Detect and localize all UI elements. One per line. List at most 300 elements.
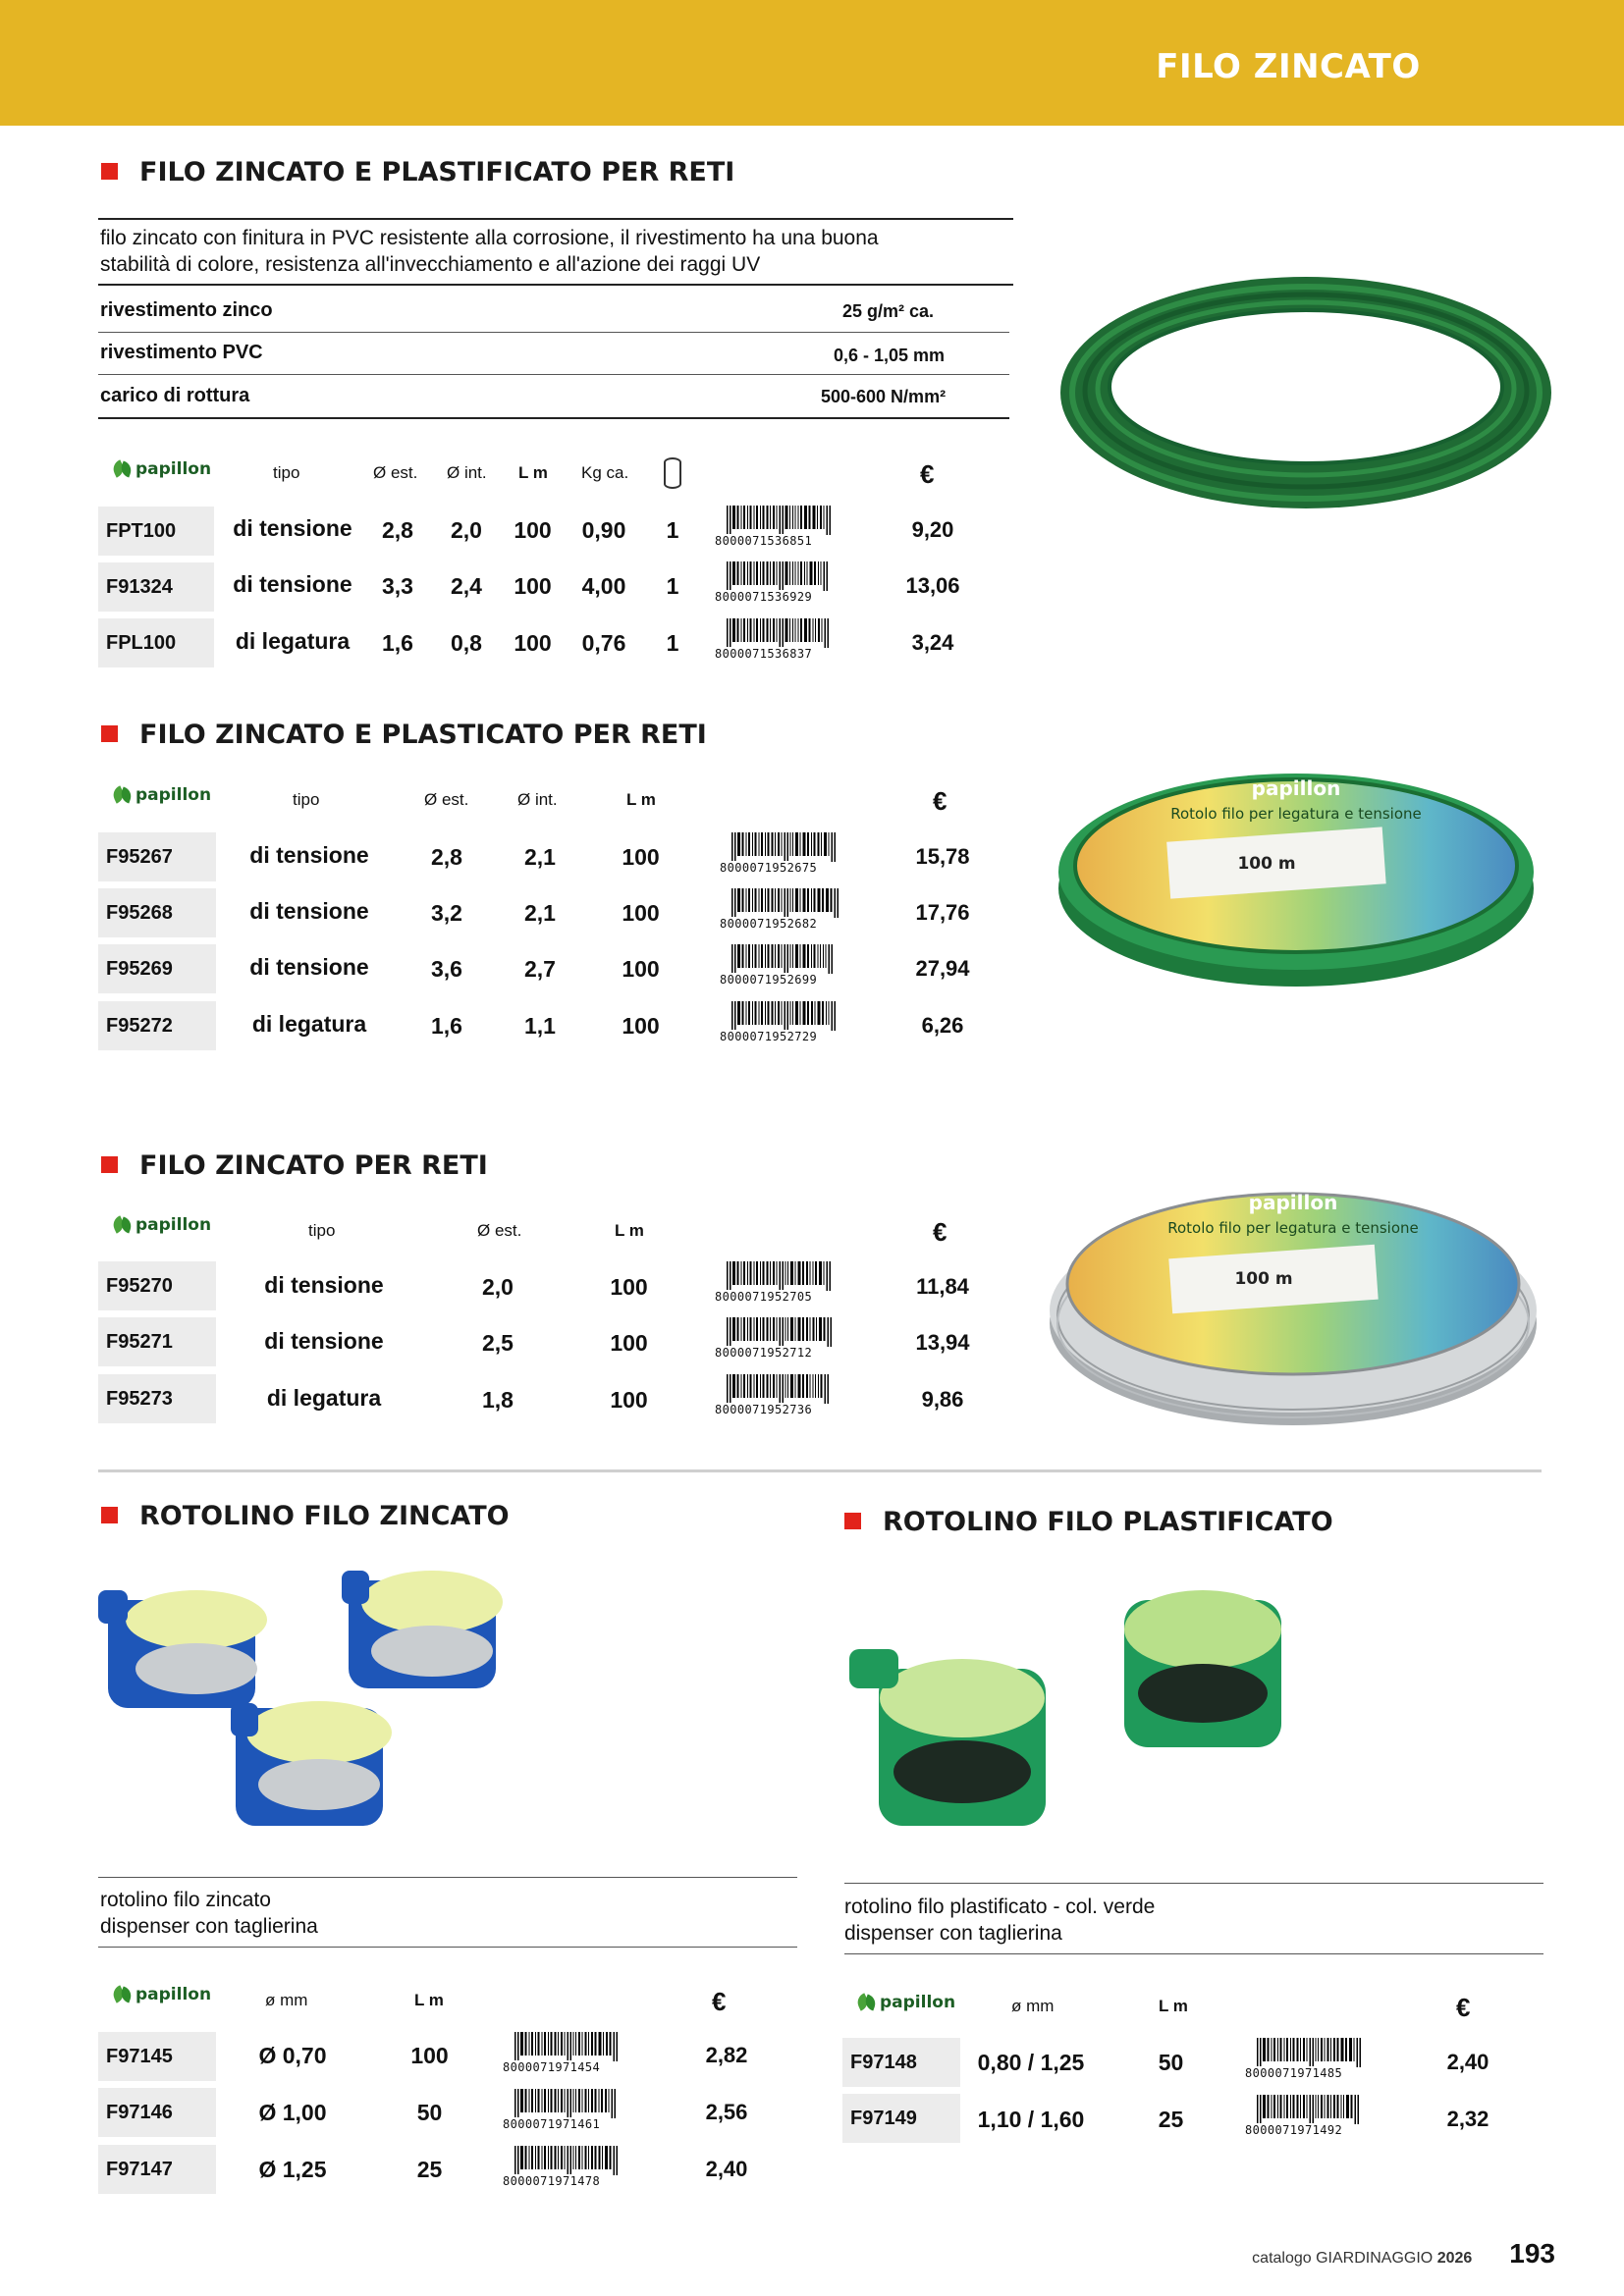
barcode-bar (1257, 2038, 1259, 2067)
barcode-bar (795, 944, 798, 968)
spec-label: carico di rottura (100, 385, 250, 406)
cell-tipo: di tensione (249, 898, 369, 924)
barcode-bar (827, 561, 829, 591)
barcode-bar (750, 1317, 752, 1341)
barcode-bar (792, 888, 793, 912)
barcode-bar (826, 1001, 827, 1025)
spec-value: 500-600 N/mm² (821, 387, 947, 406)
divider (98, 1947, 797, 1948)
barcode-bar (777, 561, 778, 585)
barcode-bars (720, 888, 857, 918)
red-square-icon (101, 163, 118, 180)
barcode-bar (835, 832, 837, 862)
barcode-bar (578, 2146, 580, 2169)
barcode-bar (754, 1261, 755, 1285)
barcode-bar (1286, 2095, 1288, 2118)
barcode-bar (1286, 2038, 1288, 2061)
barcode-bar (737, 506, 739, 529)
barcode-bar (1345, 2038, 1347, 2061)
barcode-bar (602, 2146, 603, 2169)
ean-number: 8000071536837 (715, 647, 813, 661)
barcode-bar (828, 618, 830, 648)
product-code: F95268 (98, 888, 216, 937)
barcode-bar (778, 1001, 780, 1025)
barcode-bar (743, 561, 745, 585)
brand-logo (113, 1985, 211, 2004)
barcode-bar (756, 506, 758, 529)
ean-number: 8000071971485 (1245, 2066, 1343, 2080)
barcode-bar (525, 2032, 527, 2056)
barcode-bar (591, 2089, 593, 2112)
barcode-bar (756, 1261, 758, 1285)
barcode-bar (737, 888, 740, 912)
barcode (503, 2146, 640, 2188)
description-line: dispenser con taglierina (100, 1915, 318, 1938)
cell-tipo: di tensione (264, 1328, 384, 1354)
product-code: F95271 (98, 1317, 216, 1366)
cell-tipo: di legatura (235, 628, 351, 654)
product-code: F95267 (98, 832, 216, 881)
barcode (720, 888, 857, 931)
barcode-bar (734, 944, 736, 974)
barcode-bar (800, 506, 802, 529)
cell-length: 25 (416, 2157, 443, 2182)
col-header-length: L m (615, 1221, 644, 1240)
barcode-bar (585, 2146, 587, 2169)
barcode-bar (761, 832, 763, 856)
section-title-text: FILO ZINCATO E PLASTICATO PER RETI (139, 720, 707, 750)
cell-diameter: Ø 0,70 (258, 2043, 327, 2068)
price: 13,94 (915, 1330, 970, 1355)
barcode-bar (582, 2146, 583, 2169)
barcode-bar (742, 888, 744, 912)
cell-length: 50 (1158, 2050, 1184, 2075)
barcode-bar (785, 888, 786, 918)
barcode-bar (765, 1001, 766, 1025)
barcode-bar (777, 506, 778, 529)
barcode-bar (778, 944, 780, 968)
barcode-bar (811, 1001, 813, 1025)
barcode-bar (821, 832, 822, 856)
barcode-bar (1297, 2038, 1299, 2061)
barcode-bar (1316, 2038, 1317, 2061)
barcode-bar (775, 888, 776, 912)
barcode-bar (1330, 2095, 1331, 2118)
barcode-bar (747, 506, 748, 529)
barcode-bar (817, 506, 818, 529)
barcode-bar (731, 1001, 733, 1031)
barcode-bar (780, 618, 782, 648)
barcode-bar (1333, 2095, 1335, 2118)
divider (98, 417, 1009, 419)
col-header-diam-est: Ø est. (373, 463, 418, 482)
barcode-bar (1273, 2095, 1275, 2118)
barcode-bar (763, 561, 765, 585)
barcode-bar (585, 2032, 587, 2056)
price: 2,40 (705, 2157, 748, 2181)
barcode-bar (832, 832, 834, 862)
barcode-bar (730, 1374, 731, 1404)
barcode-bar (825, 1374, 827, 1404)
barcode-bar (809, 618, 811, 642)
brand-name: papillon (135, 1985, 212, 2004)
product-code: F95270 (98, 1261, 216, 1310)
barcode-bar (782, 888, 783, 912)
barcode-bar (785, 1261, 786, 1285)
ean-number: 8000071536851 (715, 534, 813, 548)
divider (98, 218, 1013, 220)
ean-number: 8000071952736 (715, 1403, 813, 1416)
barcode-bar (544, 2146, 546, 2169)
divider (98, 332, 1009, 333)
barcode-bar (750, 1261, 752, 1285)
barcode-bar (732, 1374, 735, 1398)
section-title (101, 1501, 510, 1531)
barcode-bar (760, 506, 761, 529)
barcode-bar (756, 1317, 758, 1341)
barcode-bar (615, 2089, 617, 2118)
barcode-bar (824, 561, 826, 591)
barcode-bar (734, 832, 736, 862)
label-description: Rotolo filo per legatura e tensione (1170, 805, 1422, 823)
cell-length: 50 (416, 2100, 443, 2125)
barcode-bar (824, 832, 827, 856)
barcode-bar (813, 1261, 814, 1285)
barcode (720, 944, 857, 987)
red-square-icon (844, 1513, 861, 1529)
leaf-icon (113, 459, 133, 479)
barcode-bar (617, 2032, 619, 2061)
barcode-bar (752, 888, 753, 912)
cell-weight: 0,90 (581, 517, 626, 543)
barcode-bar (599, 2032, 602, 2056)
cell-length: 100 (514, 630, 552, 656)
barcode-bar (747, 1261, 748, 1285)
barcode-bar (741, 506, 742, 529)
barcode-bar (803, 1001, 806, 1025)
barcode-bar (795, 1317, 796, 1341)
ean-number: 8000071952705 (715, 1290, 813, 1304)
barcode-bar (1321, 2038, 1323, 2061)
barcode-bar (591, 2146, 593, 2169)
cell-length: 100 (514, 573, 552, 599)
barcode-bar (800, 888, 801, 912)
barcode-bar (542, 2032, 543, 2056)
barcode-bars (1245, 2095, 1382, 2124)
ean-number: 8000071971461 (503, 2117, 601, 2131)
barcode-bar (1284, 2095, 1285, 2118)
barcode-bar (570, 2146, 572, 2175)
barcode-bar (730, 1317, 731, 1347)
leaf-icon (113, 1215, 133, 1235)
price: 2,82 (705, 2043, 748, 2067)
barcode-bar (1318, 2095, 1319, 2118)
barcode-bar (780, 561, 782, 591)
barcode (715, 506, 852, 548)
barcode-bar (1325, 2038, 1326, 2061)
barcode-bar (785, 1001, 786, 1031)
barcode-bar (548, 2032, 549, 2056)
section-description (844, 1894, 1155, 1947)
barcode-bar (773, 618, 775, 642)
cell-diam-est: 2,0 (482, 1274, 514, 1300)
spec-label: rivestimento zinco (100, 299, 273, 321)
divider (98, 284, 1013, 286)
cell-diam-int: 2,0 (451, 517, 482, 543)
barcode-bar (551, 2089, 553, 2112)
barcode-bar (514, 2089, 516, 2118)
barcode-bar (795, 561, 796, 585)
barcode-bar (785, 1374, 786, 1398)
barcode-bar (767, 1261, 769, 1285)
barcode-bar (573, 2146, 574, 2169)
barcode-bar (807, 1001, 809, 1025)
section-title-text: ROTOLINO FILO PLASTIFICATO (883, 1507, 1333, 1537)
barcode-bar (807, 561, 808, 585)
barcode-bar (770, 1374, 771, 1398)
price: 2,32 (1446, 2107, 1489, 2131)
barcode-bar (1310, 2095, 1312, 2124)
barcode-bar (531, 2146, 533, 2169)
cell-diameter: 0,80 / 1,25 (977, 2050, 1085, 2075)
ean-number: 8000071952729 (720, 1030, 818, 1043)
cell-diam-int: 2,7 (524, 956, 556, 982)
barcode-bar (568, 2032, 569, 2061)
barcode-bar (1313, 2038, 1315, 2067)
barcode-bar (767, 1317, 769, 1341)
barcode-bar (746, 944, 747, 968)
barcode-bar (538, 2146, 540, 2169)
barcode-bar (818, 832, 820, 856)
barcode-bar (1290, 2095, 1291, 2118)
barcode-bar (824, 1261, 825, 1285)
barcode (503, 2032, 640, 2074)
barcode-bar (828, 1317, 830, 1347)
product-code: F97145 (98, 2032, 216, 2081)
cell-pack: 1 (666, 573, 679, 599)
price: 3,24 (911, 630, 954, 655)
leaf-icon (857, 1993, 877, 2012)
col-header-price: € (933, 1217, 947, 1247)
barcode-bar (787, 1001, 789, 1031)
barcode-bar (1297, 2095, 1299, 2118)
barcode-bar (820, 944, 821, 968)
barcode-bar (743, 1374, 745, 1398)
barcode-bar (780, 1261, 782, 1291)
barcode-bar (795, 888, 798, 912)
barcode-bar (818, 888, 821, 912)
barcode-bar (742, 1001, 744, 1025)
barcode-bar (773, 561, 775, 585)
barcode-bar (1260, 2038, 1262, 2067)
col-header-price: € (920, 459, 935, 489)
barcode-bar (746, 832, 747, 856)
barcode-bar (595, 2089, 597, 2112)
cell-length: 100 (610, 1330, 648, 1356)
barcode-bar (789, 506, 790, 529)
price: 15,78 (915, 844, 970, 869)
cell-diam-est: 3,2 (431, 900, 462, 926)
barcode-bar (783, 1261, 785, 1291)
barcode-bar (811, 944, 812, 968)
label-length: 100 m (1234, 1269, 1293, 1289)
barcode-bar (816, 1317, 817, 1341)
barcode-bar (815, 1261, 817, 1285)
barcode-bar (780, 1374, 782, 1404)
barcode-bar (610, 2146, 612, 2169)
barcode-bar (825, 618, 827, 648)
barcode-bar (795, 1261, 796, 1285)
cell-length: 100 (622, 1013, 660, 1039)
barcode-bar (1263, 2095, 1266, 2118)
barcode-bar (810, 1317, 811, 1341)
section-description (100, 225, 879, 278)
barcode-bar (810, 561, 813, 585)
barcode-bar (750, 561, 752, 585)
barcode-bar (819, 1261, 822, 1285)
cell-length: 100 (410, 2043, 449, 2068)
barcode-bar (790, 832, 791, 856)
barcode-bar (555, 2146, 557, 2169)
barcode-bar (1346, 2095, 1349, 2118)
description-line: dispenser con taglierina (844, 1922, 1062, 1945)
barcode-bar (773, 1261, 775, 1285)
barcode-bar (763, 1374, 765, 1398)
cell-tipo: di legatura (251, 1011, 367, 1037)
barcode-bar (743, 1261, 745, 1285)
barcode-bar (785, 1317, 786, 1341)
page-number: 193 (1509, 2238, 1555, 2269)
col-header-diameter: ø mm (1011, 1997, 1055, 2015)
col-header-length: L m (626, 790, 656, 809)
barcode-bar (785, 561, 788, 585)
barcode-bar (804, 618, 807, 642)
barcode-bar (517, 2146, 519, 2175)
barcode-bar (514, 2032, 516, 2061)
barcode-bars (720, 944, 857, 974)
barcode-bar (514, 2146, 516, 2175)
barcode-bar (727, 561, 729, 591)
cell-diam-int: 2,1 (524, 900, 556, 926)
barcode (1245, 2038, 1382, 2080)
barcode-bar (775, 1001, 776, 1025)
col-header-tipo: tipo (293, 790, 320, 809)
cell-weight: 0,76 (581, 630, 626, 656)
barcode-bar (531, 2089, 533, 2112)
barcode-bar (742, 832, 744, 856)
barcode-bar (760, 1317, 761, 1341)
barcode-bar (770, 1261, 771, 1285)
barcode-bar (605, 2146, 608, 2169)
divider (98, 374, 1009, 375)
cell-length: 100 (610, 1387, 648, 1413)
barcode (503, 2089, 640, 2131)
barcode-bar (737, 1317, 739, 1341)
barcode-bar (838, 888, 839, 918)
barcode-bar (798, 506, 799, 529)
barcode-bar (787, 1261, 788, 1285)
price: 9,86 (921, 1387, 964, 1412)
barcode-bar (800, 832, 801, 856)
barcode-bar (806, 1261, 808, 1285)
barcode-bar (578, 2089, 580, 2112)
barcode-bar (754, 618, 755, 642)
red-square-icon (101, 725, 118, 742)
barcode-bar (813, 618, 814, 642)
barcode-bar (811, 888, 812, 912)
barcode-bar (737, 1374, 739, 1398)
col-header-diam-int: Ø int. (447, 463, 487, 482)
barcode-bar (795, 832, 798, 856)
barcode-bar (732, 1261, 735, 1285)
product-code: F97148 (842, 2038, 960, 2087)
barcode-bar (829, 832, 830, 856)
barcode-bar (783, 618, 785, 648)
barcode-bar (767, 561, 769, 585)
red-square-icon (101, 1507, 118, 1523)
brand-logo (113, 459, 211, 479)
product-code: F95269 (98, 944, 216, 993)
barcode-bar (783, 506, 785, 535)
barcode-bar (824, 506, 825, 529)
barcode-bar (787, 832, 789, 862)
label-description: Rotolo filo per legatura e tensione (1167, 1219, 1419, 1237)
barcode-bar (1293, 2095, 1295, 2118)
brand-name: papillon (135, 1215, 212, 1235)
barcode-bar (1341, 2095, 1342, 2118)
barcode-bar (544, 2032, 546, 2056)
barcode-bar (730, 1261, 731, 1291)
barcode-bar (773, 506, 775, 529)
barcode-bar (731, 944, 733, 974)
col-header-tipo: tipo (273, 463, 300, 482)
barcode-bar (1330, 2038, 1331, 2061)
barcode-bar (1355, 2095, 1357, 2124)
barcode-bar (1277, 2095, 1278, 2118)
barcode-bar (829, 1001, 830, 1025)
col-header-price: € (933, 786, 947, 816)
barcode-bar (823, 944, 824, 968)
barcode-bar (573, 2032, 574, 2056)
green-wire-coil-image (1051, 265, 1561, 520)
barcode-bar (1280, 2095, 1282, 2118)
red-square-icon (101, 1156, 118, 1173)
barcode-bar (727, 1317, 729, 1347)
ean-number: 8000071952675 (720, 861, 818, 875)
barcode-bar (828, 1374, 830, 1404)
barcode-bar (517, 2089, 519, 2118)
section-title (101, 720, 707, 750)
cell-tipo: di tensione (249, 954, 369, 980)
barcode-bar (730, 561, 731, 591)
leaf-icon (113, 785, 133, 805)
barcode-bar (754, 1317, 755, 1341)
barcode-bar (548, 2146, 549, 2169)
section-title (101, 157, 734, 187)
barcode-bar (558, 2032, 559, 2056)
barcode-bar (734, 1001, 736, 1031)
barcode-bar (789, 561, 790, 585)
col-header-diameter: ø mm (265, 1991, 308, 2009)
barcode-bar (529, 2089, 530, 2112)
barcode-bar (763, 618, 765, 642)
barcode-bar (1343, 2095, 1344, 2118)
barcode-bar (1303, 2095, 1305, 2118)
barcode-bar (807, 888, 809, 912)
barcode-bars (715, 1374, 852, 1404)
barcode-bar (790, 944, 791, 968)
barcode-bar (802, 1374, 804, 1398)
